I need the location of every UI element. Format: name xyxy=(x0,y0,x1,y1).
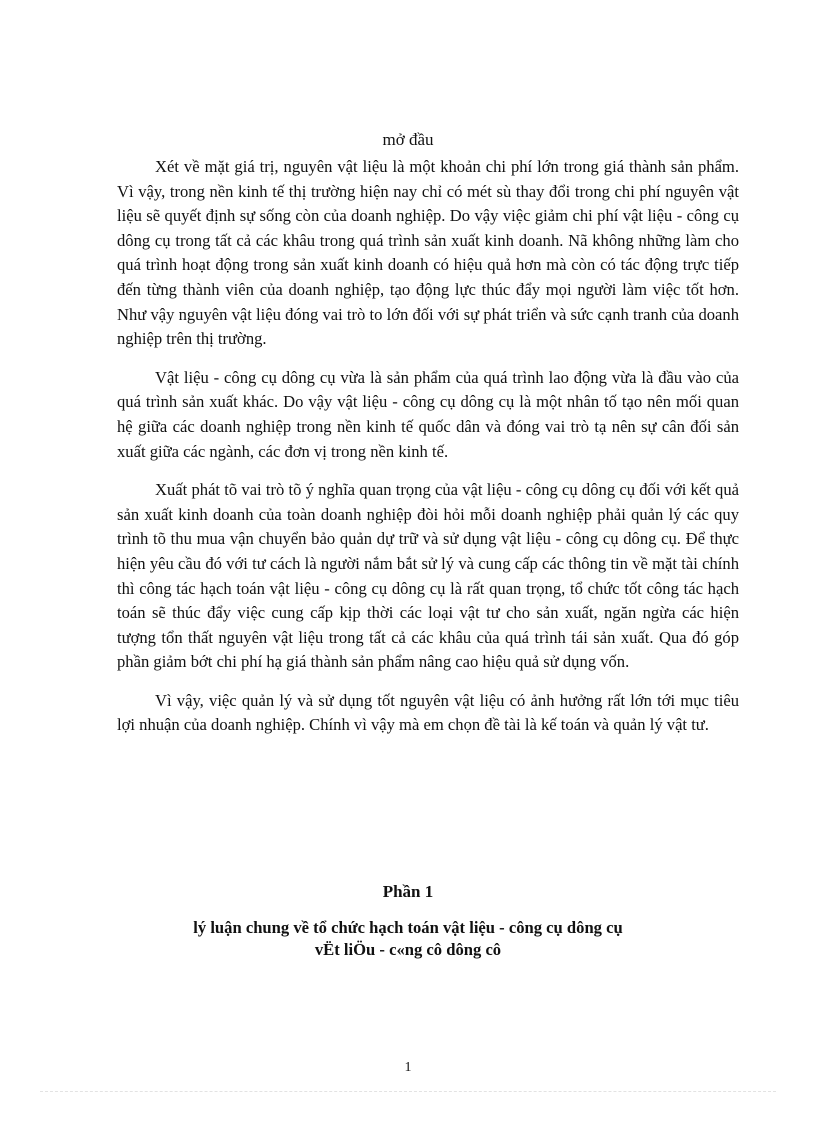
part-subtitle xyxy=(0,917,816,961)
paragraph: Vì vậy, việc quản lý và sử dụng tốt nguyên vật liệu có ảnh hưởng rất lớn tới mục tiêu lợi nhuận của doanh nghiệp. Chính vì vậy mà em chọn đề tài là kế toán và quản lý vật tư. xyxy=(117,690,739,735)
subtitle-line: lý luận chung về tổ chức hạch toán vật liệu - công cụ dông cụ xyxy=(193,918,623,937)
footer-divider xyxy=(40,1091,776,1092)
paragraph: Xuất phát tõ vai trò tõ ý nghĩa quan trọng của vật liệu - công cụ dông cụ đối với kết quả sản xuất kinh doanh của toàn doanh nghiệp đòi hỏi mỗi doanh nghiệp phải quản lý các quy trình tõ thu mua vận chuyển bảo quản dự trữ và sử dụng vật liệu - công cụ dông cụ. Để thực hiện yêu cầu đó với tư cách là người nắm bắt sử lý và cung cấp các thông tin về mặt tài chính thì công tác hạch toán vật liệu - công cụ dông cụ là rất quan trọng, tổ chức tốt công tác hạch toán sẽ thúc đẩy việc cung cấp kịp thời các loại vật tư cho sản xuất, ngăn ngừa các hiện tượng tổn thất nguyên vật liệu trong tất cả các khâu của quá trình tái sản xuất. Qua đó góp phần giảm bớt chi phí hạ giá thành sản phẩm nâng cao hiệu quả sử dụng vốn. xyxy=(117,480,739,672)
paragraph: Xét về mặt giá trị, nguyên vật liệu là một khoản chi phí lớn trong giá thành sản phẩm. Vì vậy, trong nền kinh tế thị trường hiện nay chỉ có mét sù thay đổi trong chi phí nguyên vật liệu sẽ quyết định sự sống còn của doanh nghiệp. Do vậy việc giảm chi phí vật liệu - công cụ dông cụ trong tất cả các khâu trong quá trình sản xuất kinh doanh. Nã không những làm cho quá trình hoạt động trong sản xuất kinh doanh có hiệu quả hơn mà còn có tác động trực tiếp đến từng thành viên của doanh nghiệp, tạo động lực thúc đẩy mọi người làm việc tốt hơn. Như vậy nguyên vật liệu đóng vai trò to lớn đối với sự phát triển và sức cạnh tranh của doanh nghiệp trên thị trường. xyxy=(117,157,739,349)
subtitle-line: vËt liÖu - c«ng cô dông cô xyxy=(314,940,502,959)
section-title: mở đầu xyxy=(382,130,434,149)
paragraph: Vật liệu - công cụ dông cụ vừa là sản phẩm của quá trình lao động vừa là đầu vào của quá trình sản xuất khác. Do vậy vật liệu - công cụ dông cụ là một nhân tố tạo nên mối quan hệ giữa các doanh nghiệp trong nền kinh tế quốc dân và đóng vai trò tạ nên sự cân đối sản xuất giữa các ngành, các đơn vị trong nền kinh tế. xyxy=(117,367,739,461)
document-body xyxy=(117,155,739,738)
page-number: 1 xyxy=(404,1060,412,1075)
part-heading: Phần 1 xyxy=(382,882,434,901)
